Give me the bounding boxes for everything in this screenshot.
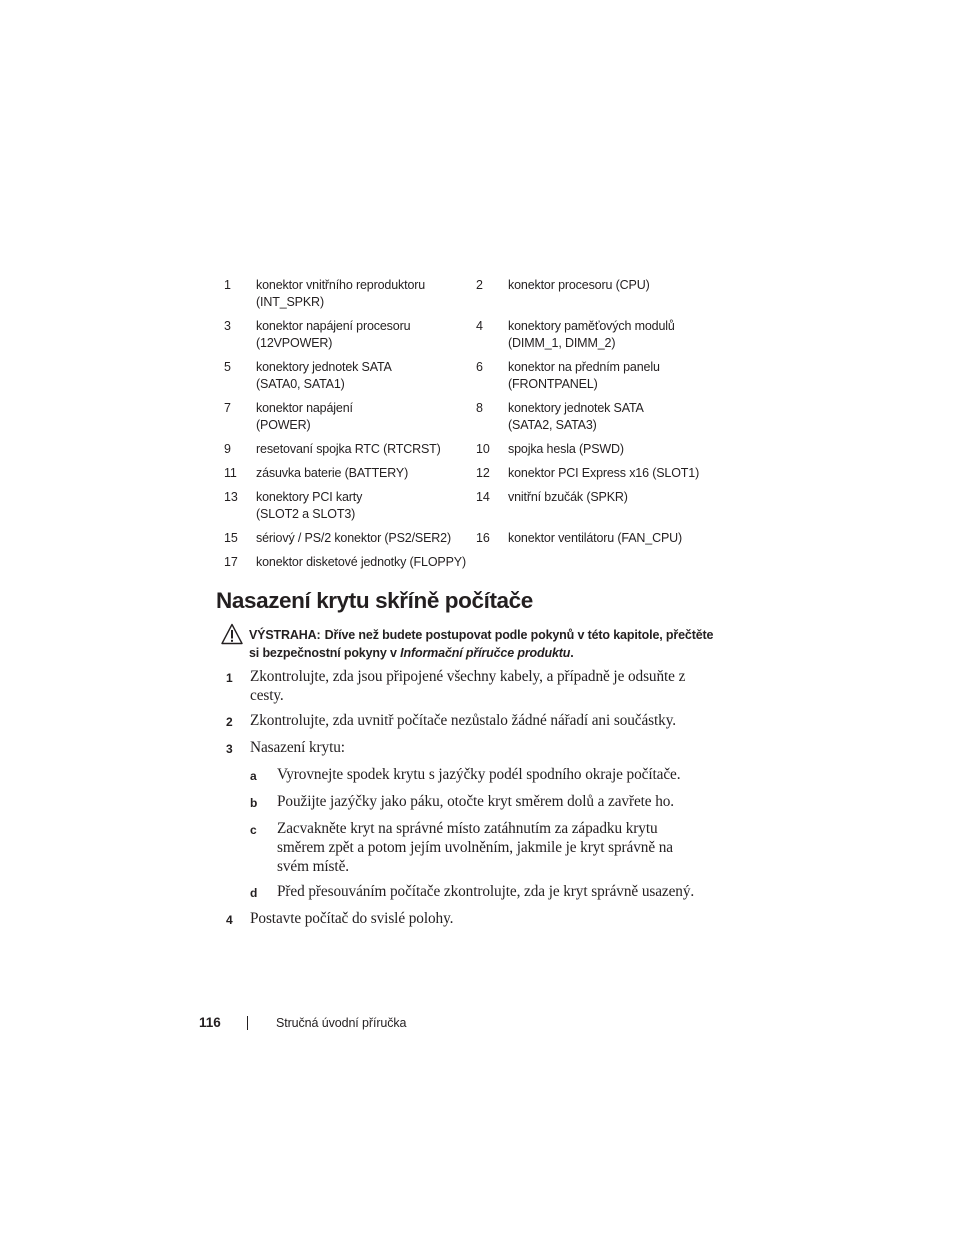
legend-number: 8 (476, 401, 483, 415)
legend-description: konektor vnitřního reproduktoru (INT_SPKR) (256, 278, 426, 309)
procedure-step (226, 711, 716, 732)
legend-description: konektor napájení procesoru (12VPOWER) (256, 319, 411, 350)
section-heading: Nasazení krytu skříně počítače (216, 588, 533, 613)
legend-number: 9 (224, 442, 231, 456)
substep-letter: a (250, 769, 257, 783)
legend-number: 17 (224, 555, 238, 569)
substep-text: Před přesouváním počítače zkontrolujte, zda je kryt správně usazený. (277, 883, 695, 900)
legend-number: 10 (476, 442, 490, 456)
legend-number: 16 (476, 531, 490, 545)
legend-description: zásuvka baterie (BATTERY) (256, 466, 409, 480)
procedure-step (226, 909, 716, 930)
warning-document-reference: Informační příručce produktu (400, 645, 571, 660)
warning-notice (221, 623, 721, 662)
legend-row (224, 489, 724, 523)
warning-body: Dříve než budete postupovat podle pokynů v této kapitole, přečtěte si bezpečnostní pokyny v (249, 628, 714, 660)
page-footer (199, 1015, 406, 1030)
legend-number: 13 (224, 490, 238, 504)
procedure-step (226, 667, 716, 705)
substep-text: Zacvakněte kryt na správné místo zatáhnutím za západku krytu směrem zpět a potom jejím uvolněním, jakmile je kryt správně na svém místě. (277, 820, 673, 875)
step-text: Zkontrolujte, zda jsou připojené všechny kabely, a případně je odsuňte z cesty. (250, 668, 686, 704)
legend-number: 11 (224, 466, 237, 480)
legend-number: 14 (476, 490, 490, 504)
legend-number: 15 (224, 531, 238, 545)
procedure-substep (250, 882, 716, 903)
step-number: 3 (226, 742, 233, 756)
substep-text: Použijte jazýčky jako páku, otočte kryt směrem dolů a zavřete ho. (277, 793, 675, 810)
procedure-substep (250, 819, 716, 876)
legend-description: konektory PCI karty (SLOT2 a SLOT3) (256, 490, 363, 521)
legend-number: 12 (476, 466, 490, 480)
step-number: 1 (226, 671, 233, 685)
legend-description: konektor na předním panelu (FRONTPANEL) (508, 360, 660, 391)
substep-text: Vyrovnejte spodek krytu s jazýčky podél spodního okraje počítače. (277, 766, 681, 783)
legend-number: 2 (476, 278, 483, 292)
legend-row (224, 465, 724, 482)
page-number: 116 (199, 1015, 221, 1030)
legend-number: 6 (476, 360, 483, 374)
footer-title: Stručná úvodní příručka (276, 1015, 407, 1030)
legend-row (224, 359, 724, 393)
legend-description: sériový / PS/2 konektor (PS2/SER2) (256, 531, 451, 545)
legend-number: 1 (224, 278, 231, 292)
legend-row (224, 400, 724, 434)
legend-description: spojka hesla (PSWD) (508, 442, 624, 456)
legend-row (224, 554, 724, 571)
procedure-substep (250, 792, 716, 813)
step-text: Nasazení krytu: (250, 739, 345, 756)
procedure-substep (250, 765, 716, 786)
legend-description: resetovaní spojka RTC (RTCRST) (256, 442, 441, 456)
substep-list (250, 765, 716, 903)
step-number: 4 (226, 913, 233, 927)
legend-number: 5 (224, 360, 231, 374)
connector-legend-table (224, 277, 724, 578)
legend-description: konektory paměťových modulů (DIMM_1, DIMM_2) (508, 319, 675, 350)
legend-description: konektor PCI Express x16 (SLOT1) (508, 466, 700, 480)
legend-description: konektory jednotek SATA (SATA0, SATA1) (256, 360, 392, 391)
warning-label: VÝSTRAHA: (249, 628, 321, 642)
substep-letter: b (250, 796, 258, 810)
legend-description: konektor procesoru (CPU) (508, 278, 650, 292)
legend-number: 4 (476, 319, 483, 333)
warning-end: . (570, 645, 574, 660)
warning-text (249, 627, 721, 662)
legend-description: konektor napájení (POWER) (256, 401, 353, 432)
step-text: Postavte počítač do svislé polohy. (250, 910, 454, 927)
substep-letter: c (250, 823, 257, 837)
legend-row (224, 318, 724, 352)
legend-description: vnitřní bzučák (SPKR) (508, 490, 628, 504)
legend-row (224, 277, 724, 311)
legend-description: konektor disketové jednotky (FLOPPY) (256, 555, 466, 569)
procedure-step (226, 738, 716, 759)
step-text: Zkontrolujte, zda uvnitř počítače nezůstalo žádné nářadí ani součástky. (250, 712, 677, 729)
procedure-steps (226, 667, 716, 936)
footer-divider (247, 1016, 248, 1030)
legend-row (224, 530, 724, 547)
step-number: 2 (226, 715, 233, 729)
legend-description: konektor ventilátoru (FAN_CPU) (508, 531, 683, 545)
substep-letter: d (250, 886, 258, 900)
warning-triangle-icon (221, 623, 249, 645)
legend-number: 7 (224, 401, 231, 415)
legend-number: 3 (224, 319, 231, 333)
legend-description: konektory jednotek SATA (SATA2, SATA3) (508, 401, 644, 432)
legend-row (224, 441, 724, 458)
